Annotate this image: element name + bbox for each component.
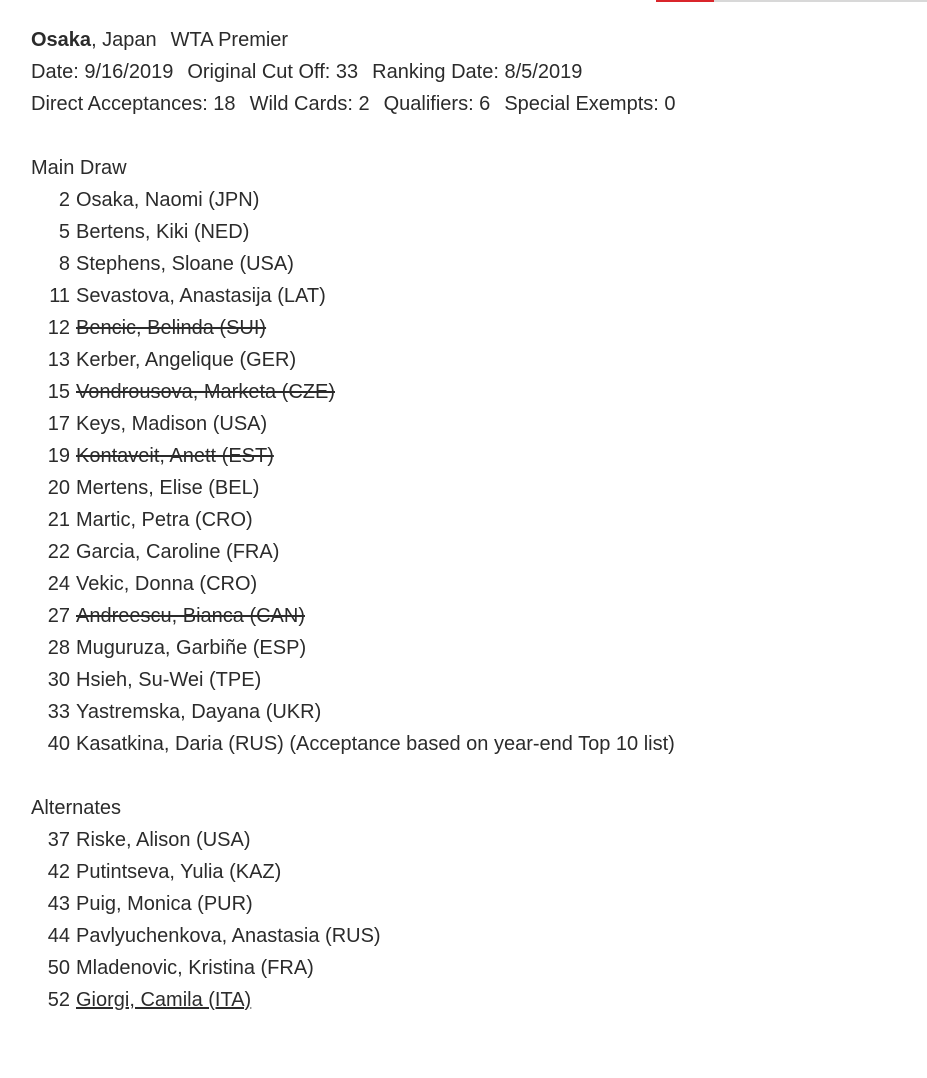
entry-player-name: Stephens, Sloane (USA)	[76, 253, 294, 275]
top-tab-rule	[656, 0, 927, 2]
active-tab-indicator	[656, 0, 714, 2]
entry-rank: 27	[47, 605, 70, 627]
entry-rank: 21	[47, 509, 70, 531]
entry-player-name: Hsieh, Su-Wei (TPE)	[76, 669, 262, 691]
main-draw-entry	[31, 504, 907, 536]
entry-rank: 13	[47, 349, 70, 371]
entry-player-name: Puig, Monica (PUR)	[76, 893, 253, 915]
entry-rank: 40	[47, 733, 70, 755]
entry-player-name: Osaka, Naomi (JPN)	[76, 189, 260, 211]
tournament-title-line	[31, 24, 907, 56]
main-draw-entry	[31, 280, 907, 312]
alternate-entry[interactable]	[31, 984, 907, 1016]
entry-player-name: Sevastova, Anastasija (LAT)	[76, 285, 326, 307]
entry-rank: 50	[47, 957, 70, 979]
alternates-list	[31, 824, 907, 1016]
acceptance-counts-line	[31, 88, 907, 120]
main-draw-entry	[31, 664, 907, 696]
entry-rank: 19	[47, 445, 70, 467]
main-draw-entry	[31, 248, 907, 280]
entry-player-name: Bencic, Belinda (SUI)	[76, 317, 267, 339]
main-draw-entry	[31, 696, 907, 728]
wild-cards: Wild Cards: 2	[249, 93, 370, 115]
main-draw-list	[31, 184, 907, 760]
tournament-tier: WTA Premier	[170, 29, 289, 51]
entry-player-name: Muguruza, Garbiñe (ESP)	[76, 637, 307, 659]
alternate-entry	[31, 920, 907, 952]
qualifiers: Qualifiers: 6	[383, 93, 491, 115]
entry-rank: 22	[47, 541, 70, 563]
entry-rank: 5	[58, 221, 70, 243]
alternate-entry	[31, 952, 907, 984]
entry-player-name: Bertens, Kiki (NED)	[76, 221, 250, 243]
entry-rank: 2	[58, 189, 70, 211]
entry-player-name: Kasatkina, Daria (RUS) (Acceptance based on year-end Top 10 list)	[76, 733, 675, 755]
ranking-date: Ranking Date: 8/5/2019	[372, 61, 583, 83]
main-draw-entry	[31, 216, 907, 248]
entry-player-name: Garcia, Caroline (FRA)	[76, 541, 280, 563]
entry-player-name: Mertens, Elise (BEL)	[76, 477, 260, 499]
main-draw-heading: Main Draw	[31, 157, 127, 179]
entry-list-document	[31, 24, 907, 1016]
dates-line	[31, 56, 907, 88]
original-cutoff: Original Cut Off: 33	[187, 61, 359, 83]
direct-acceptances: Direct Acceptances: 18	[31, 93, 236, 115]
entry-player-name: Yastremska, Dayana (UKR)	[76, 701, 322, 723]
entry-rank: 24	[47, 573, 70, 595]
entry-rank: 52	[47, 989, 70, 1011]
main-draw-entry	[31, 536, 907, 568]
entry-player-name: Kontaveit, Anett (EST)	[76, 445, 274, 467]
main-draw-entry	[31, 568, 907, 600]
entry-rank: 15	[47, 381, 70, 403]
tournament-country: , Japan	[91, 29, 157, 51]
special-exempts: Special Exempts: 0	[504, 93, 676, 115]
entry-rank: 20	[47, 477, 70, 499]
entry-player-name: Putintseva, Yulia (KAZ)	[76, 861, 282, 883]
main-draw-entry	[31, 408, 907, 440]
entry-rank: 12	[47, 317, 70, 339]
main-draw-entry	[31, 472, 907, 504]
entry-player-name: Mladenovic, Kristina (FRA)	[76, 957, 314, 979]
entry-rank: 37	[47, 829, 70, 851]
tournament-city: Osaka	[31, 29, 92, 51]
alternate-entry	[31, 824, 907, 856]
entry-player-name: Andreescu, Bianca (CAN)	[76, 605, 305, 627]
entry-rank: 42	[47, 861, 70, 883]
entry-rank: 33	[47, 701, 70, 723]
tournament-date: Date: 9/16/2019	[31, 61, 174, 83]
entry-player-name: Vondrousova, Marketa (CZE)	[76, 381, 335, 403]
alternate-entry	[31, 856, 907, 888]
main-draw-entry	[31, 440, 907, 472]
entry-player-name: Kerber, Angelique (GER)	[76, 349, 297, 371]
entry-player-name[interactable]: Giorgi, Camila (ITA)	[76, 989, 252, 1011]
entry-rank: 11	[49, 285, 70, 307]
main-draw-entry	[31, 728, 907, 760]
entry-player-name: Riske, Alison (USA)	[76, 829, 251, 851]
main-draw-entry	[31, 376, 907, 408]
entry-rank: 28	[47, 637, 70, 659]
main-draw-entry	[31, 632, 907, 664]
entry-rank: 17	[47, 413, 70, 435]
entry-rank: 30	[47, 669, 70, 691]
alternate-entry	[31, 888, 907, 920]
entry-rank: 43	[47, 893, 70, 915]
entry-player-name: Martic, Petra (CRO)	[76, 509, 253, 531]
entry-player-name: Keys, Madison (USA)	[76, 413, 268, 435]
alternates-heading: Alternates	[31, 797, 122, 819]
main-draw-entry	[31, 184, 907, 216]
main-draw-entry	[31, 344, 907, 376]
entry-player-name: Pavlyuchenkova, Anastasia (RUS)	[76, 925, 381, 947]
entry-rank: 8	[58, 253, 70, 275]
main-draw-entry	[31, 312, 907, 344]
entry-player-name: Vekic, Donna (CRO)	[76, 573, 258, 595]
entry-rank: 44	[47, 925, 70, 947]
main-draw-entry	[31, 600, 907, 632]
